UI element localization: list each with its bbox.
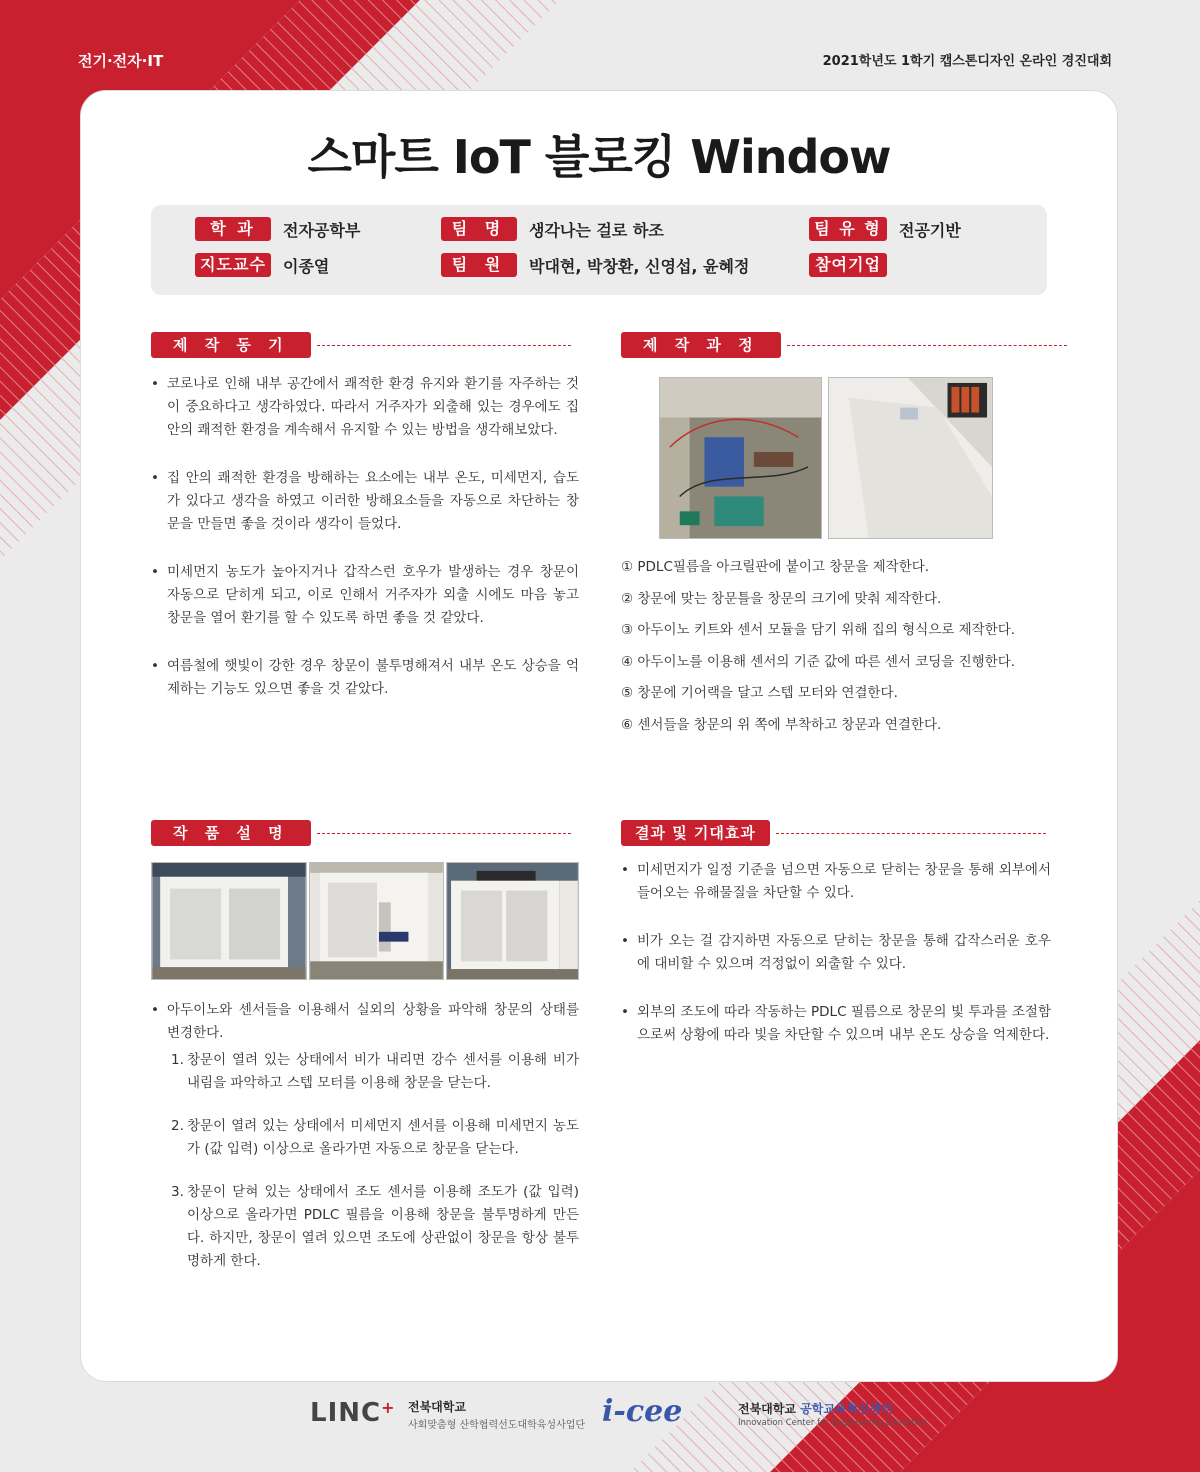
dept-tag: 학 과 (195, 217, 271, 241)
motivation-body (151, 373, 579, 726)
results-bullet: • 미세먼지가 일정 기준을 넘으면 자동으로 닫히는 창문을 통해 외부에서 들어오는 유해물질을 차단할 수 있다. (621, 859, 1051, 905)
results-body (621, 859, 1051, 1072)
process-step: ④ 아두이노를 이용해 센서의 기준 값에 따른 센서 코딩을 진행한다. (621, 653, 1016, 670)
type-row (809, 217, 961, 241)
team-info-box (151, 205, 1047, 295)
motivation-heading (151, 332, 571, 358)
footer (0, 1394, 1200, 1438)
description-item-number: 3. (171, 1184, 184, 1200)
results-divider (776, 833, 1046, 834)
motivation-bullet: • 집 안의 쾌적한 환경을 방해하는 요소에는 내부 온도, 미세먼지, 습도가 있다고 생각을 하였고 이러한 방해요소들을 자동으로 차단하는 창문을 만들면 좋을 것이라 생각이 들었다. (151, 467, 579, 536)
description-item-text: 창문이 열려 있는 상태에서 비가 내리면 강수 센서를 이용해 비가 내림을 파악하고 스텝 모터를 이용해 창문을 닫는다. (187, 1052, 579, 1091)
motivation-bullet: • 여름철에 햇빛이 강한 경우 창문이 불투명해져서 내부 온도 상승을 억제하는 기능도 있으면 좋을 것 같았다. (151, 655, 579, 701)
category-label: 전기·전자·IT (78, 52, 164, 70)
process-photo-window (828, 377, 993, 539)
product-photo-2 (309, 862, 444, 980)
members-value: 박대현, 박창환, 신영섭, 윤혜정 (529, 256, 750, 276)
type-value: 전공기반 (899, 220, 961, 240)
company-row (809, 253, 899, 277)
event-label: 2021학년도 1학기 캡스톤디자인 온라인 경진대회 (822, 54, 1112, 69)
company-tag: 참여기업 (809, 253, 887, 277)
members-row (441, 253, 749, 277)
product-photo-1 (151, 862, 307, 980)
results-heading (621, 820, 1046, 846)
type-tag: 팀 유 형 (809, 217, 887, 241)
linc-university: 전북대학교 (408, 1400, 466, 1414)
description-item (151, 1115, 579, 1161)
linc-logo: LINC+ (310, 1398, 396, 1428)
description-body (151, 999, 579, 1293)
advisor-row (195, 253, 329, 277)
linc-subtitle: 사회맞춤형 산학협력선도대학육성사업단 (408, 1420, 586, 1431)
advisor-value: 이종열 (283, 256, 330, 276)
description-item-number: 1. (171, 1052, 184, 1068)
motivation-bullet: • 미세먼지 농도가 높아지거나 갑작스런 호우가 발생하는 경우 창문이 자동으로 닫히게 되고, 이로 인해서 거주자가 외출 시에도 마음 놓고 창문을 열어 환기를 할 수 있도록 하면 좋을 것 같았다. (151, 561, 579, 630)
poster-card (80, 90, 1118, 1382)
description-item-number: 2. (171, 1118, 184, 1134)
team-tag: 팀 명 (441, 217, 517, 241)
description-item (151, 1181, 579, 1273)
plus-icon: + (381, 1398, 396, 1417)
icee-logo: i-cee (602, 1394, 683, 1429)
process-steps (621, 557, 1061, 746)
process-heading (621, 332, 1067, 358)
team-value: 생각나는 걸로 하조 (529, 220, 664, 240)
description-tag: 작 품 설 명 (151, 820, 311, 846)
advisor-tag: 지도교수 (195, 253, 271, 277)
description-item-text: 창문이 닫혀 있는 상태에서 조도 센서를 이용해 조도가 (값 입력) 이상으로 올라가면 PDLC 필름을 이용해 창문을 불투명하게 만든다. 하지만, 창문이 열려 있으면 조도에 상관없이 창문을 항상 불투명하게 한다. (187, 1184, 579, 1269)
description-item (151, 1049, 579, 1095)
results-bullet: • 비가 오는 걸 감지하면 자동으로 닫히는 창문을 통해 갑작스러운 호우에 대비할 수 있으며 걱정없이 외출할 수 있다. (621, 930, 1051, 976)
poster-title: 스마트 IoT 블로킹 Window (307, 130, 891, 184)
dept-value: 전자공학부 (283, 220, 361, 240)
icee-university: 전북대학교 공학교육혁신센터 (738, 1402, 893, 1416)
description-intro: • 아두이노와 센서들을 이용해서 실외의 상황을 파악해 창문의 상태를 변경한다. (151, 999, 579, 1045)
process-step: ⑤ 창문에 기어랙을 달고 스텝 모터와 연결한다. (621, 685, 898, 701)
process-step: ② 창문에 맞는 창문틀을 창문의 크기에 맞춰 제작한다. (621, 590, 942, 607)
description-item-text: 창문이 열려 있는 상태에서 미세먼지 센서를 이용해 미세먼지 농도가 (값 입력) 이상으로 올라가면 자동으로 창문을 닫는다. (187, 1118, 579, 1157)
motivation-tag: 제 작 동 기 (151, 332, 311, 358)
process-divider (787, 345, 1067, 346)
description-heading (151, 820, 571, 846)
process-photo-wiring (659, 377, 822, 539)
motivation-bullet: • 코로나로 인해 내부 공간에서 쾌적한 환경 유지와 환기를 자주하는 것이 중요하다고 생각하였다. 따라서 거주자가 외출해 있는 경우에도 집안의 쾌적한 환경을 계속해서 유지할 수 있는 방법을 생각해보았다. (151, 373, 579, 442)
icee-subtitle: Innovation Center for Engineering Education (738, 1418, 928, 1428)
process-step: ③ 아두이노 키트와 센서 모듈을 담기 위해 집의 형식으로 제작한다. (621, 622, 1016, 638)
dept-row (195, 217, 360, 241)
process-step: ⑥ 센서들을 창문의 위 쪽에 부착하고 창문과 연결한다. (621, 716, 942, 733)
process-step: ① PDLC필름을 아크릴판에 붙이고 창문을 제작한다. (621, 559, 930, 575)
product-photo-3 (446, 862, 579, 980)
results-tag: 결과 및 기대효과 (621, 820, 770, 846)
results-bullet: • 외부의 조도에 따라 작동하는 PDLC 필름으로 창문의 빛 투과를 조절함으로써 상황에 따라 빛을 차단할 수 있으며 내부 온도 상승을 억제한다. (621, 1001, 1051, 1047)
description-divider (317, 833, 571, 834)
motivation-divider (317, 345, 571, 346)
members-tag: 팀 원 (441, 253, 517, 277)
process-tag: 제 작 과 정 (621, 332, 781, 358)
team-row (441, 217, 664, 241)
